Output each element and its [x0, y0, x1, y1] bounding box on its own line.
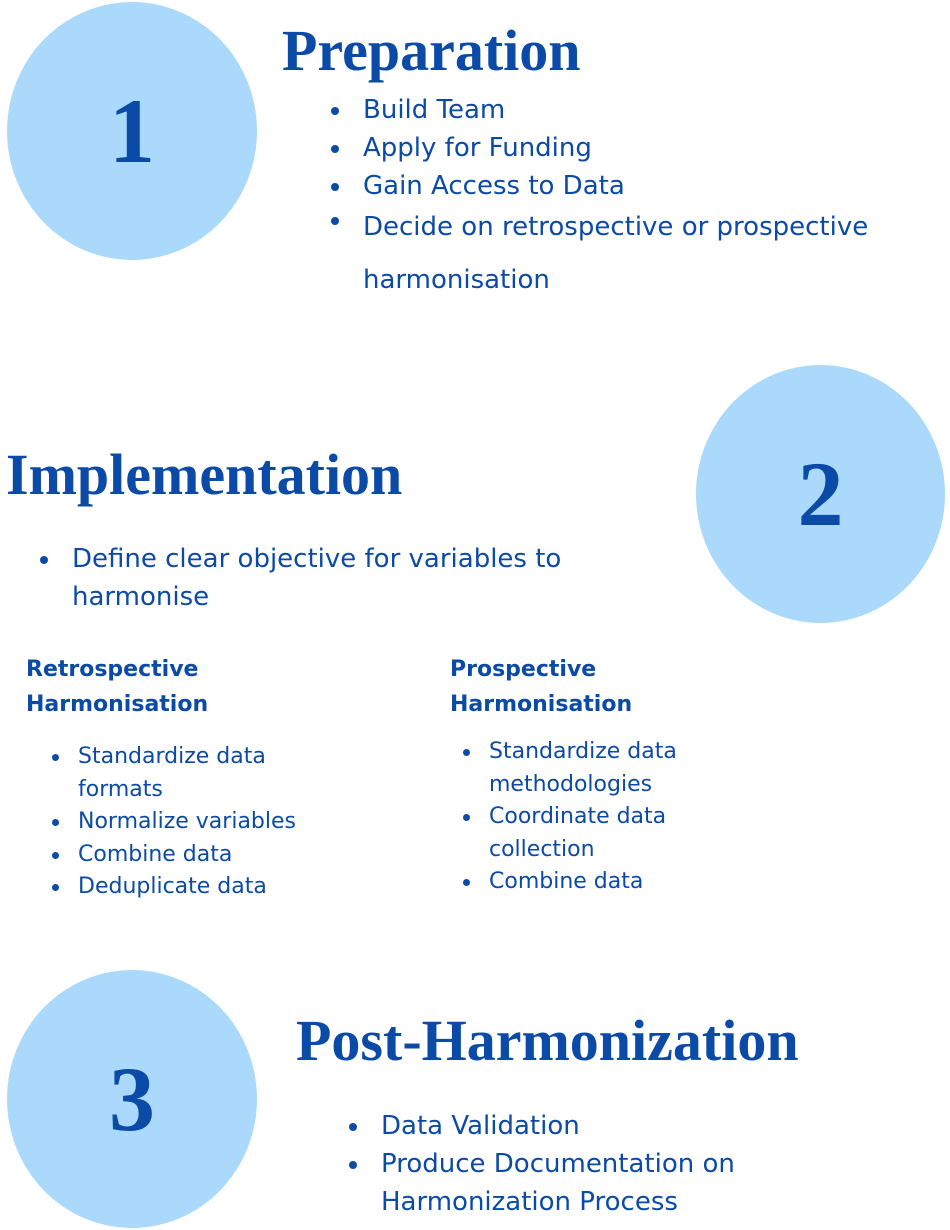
- stage-1-title: Preparation: [282, 18, 581, 83]
- stage-1-list: [327, 91, 927, 307]
- prospective-heading: Prospective Harmonisation: [450, 657, 633, 717]
- stage-2-title: Implementation: [6, 442, 403, 507]
- stage-2-list: [36, 540, 616, 616]
- stage-3-title: Post-Harmonization: [296, 1008, 799, 1073]
- stage-1-number: 1: [109, 80, 155, 182]
- list-item: Build Team: [327, 91, 927, 129]
- stage-3-list: [345, 1107, 825, 1221]
- list-item: Produce Documentation on Harmonization Process: [345, 1145, 825, 1221]
- stage-3-circle: [7, 970, 257, 1228]
- stage-1-circle: [7, 2, 257, 260]
- list-item: Coordinate data collection: [461, 801, 721, 866]
- list-item: Apply for Funding: [327, 129, 927, 167]
- list-item: Normalize variables: [50, 806, 350, 839]
- list-item: Combine data: [461, 866, 721, 899]
- list-item: Decide on retrospective or prospective harmonisation: [327, 201, 927, 307]
- list-item: Combine data: [50, 839, 350, 872]
- list-item: Define clear objective for variables to harmonise: [36, 540, 616, 616]
- stage-3-number: 3: [109, 1048, 155, 1150]
- stage-2-number: 2: [797, 443, 844, 545]
- list-item: Standardize data methodologies: [461, 736, 721, 801]
- list-item: Data Validation: [345, 1107, 825, 1145]
- list-item: Gain Access to Data: [327, 167, 927, 205]
- retrospective-heading: Retrospective Harmonisation: [26, 657, 209, 717]
- list-item: Deduplicate data: [50, 871, 350, 904]
- retrospective-list: [50, 741, 350, 904]
- prospective-list: [461, 736, 721, 899]
- list-item: Standardize data formats: [50, 741, 350, 806]
- stage-2-circle: [696, 365, 945, 623]
